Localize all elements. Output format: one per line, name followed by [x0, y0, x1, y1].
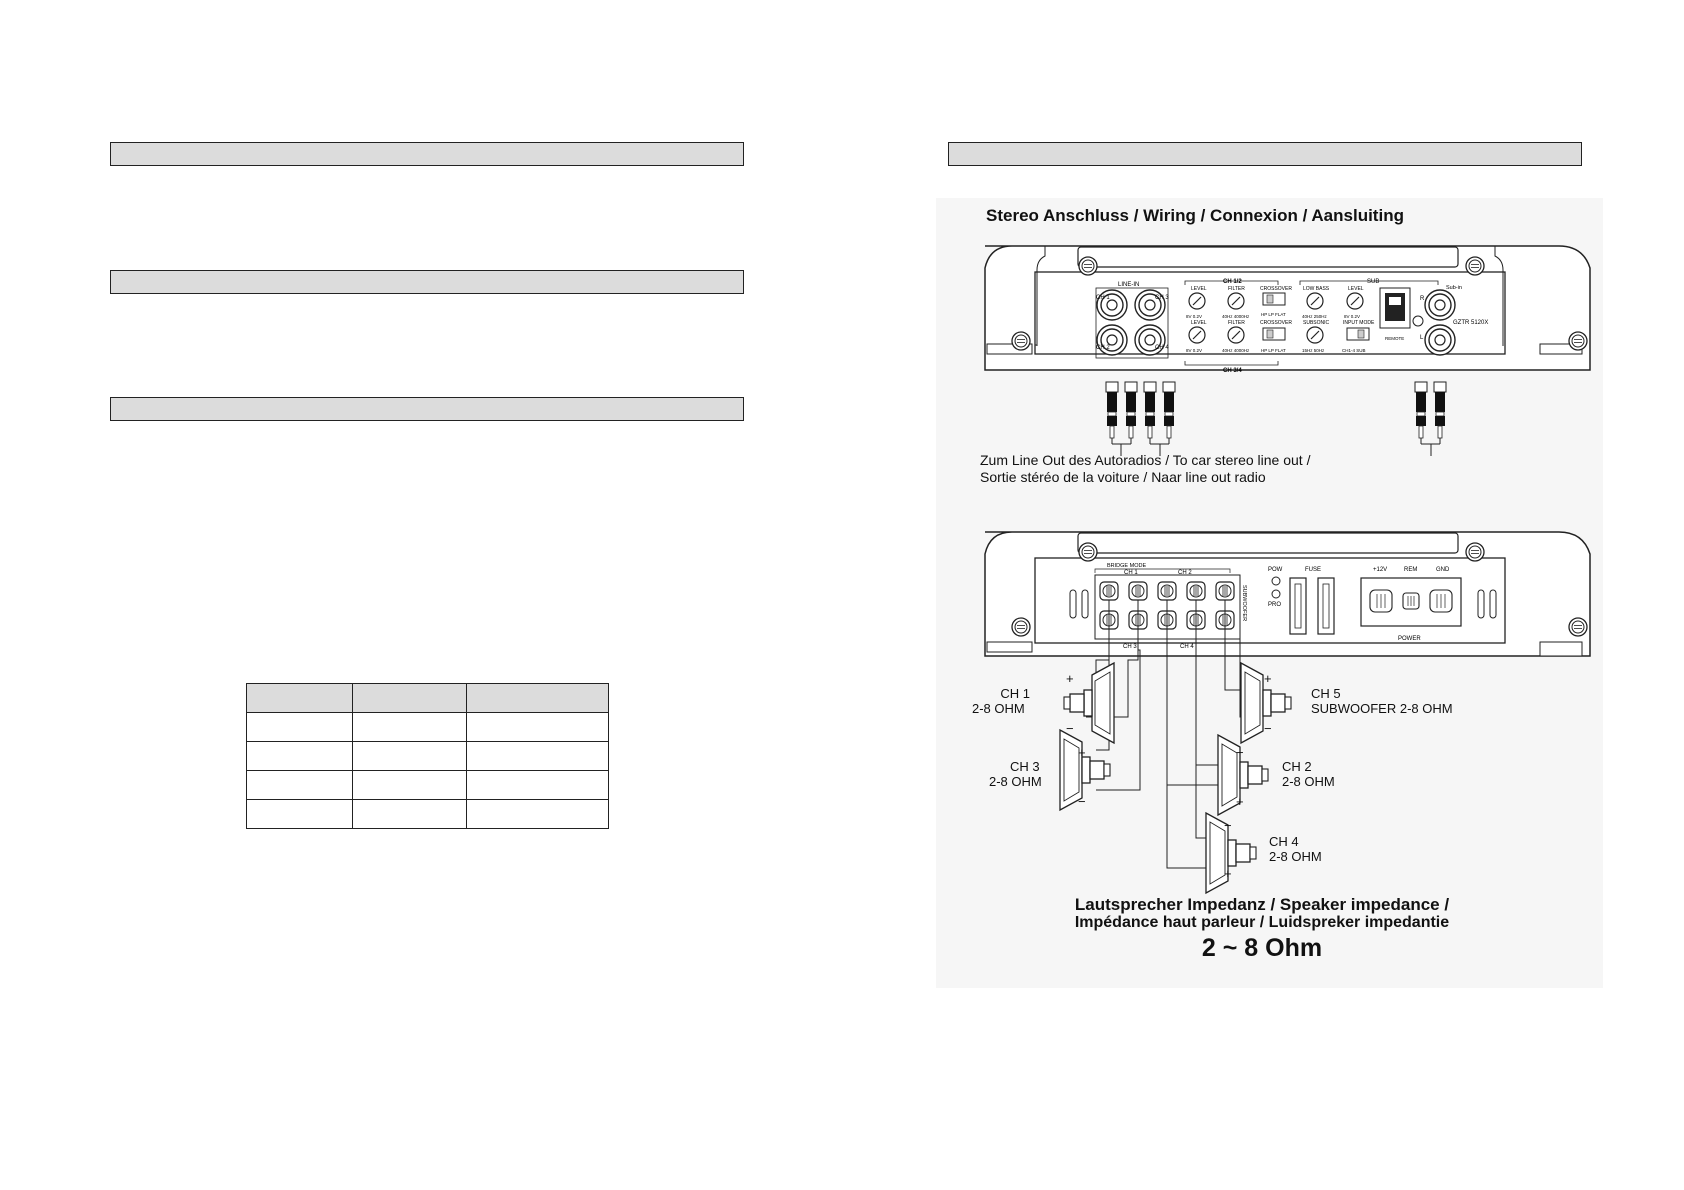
- amplifier-input-panel: [985, 246, 1590, 374]
- label-level: LEVEL: [1191, 320, 1207, 326]
- caption-line: Zum Line Out des Autoradios / To car stereo line out /: [980, 452, 1311, 468]
- impedance-footer-line-2: Impédance haut parleur / Luidspreker impedantie: [1074, 914, 1450, 931]
- label-ch2: CH 2: [1096, 345, 1110, 351]
- label-subsonic: SUBSONIC: [1303, 320, 1330, 326]
- svg-text:−: −: [1078, 794, 1086, 809]
- label-crossover: CROSSOVER: [1260, 286, 1292, 292]
- svg-text:−: −: [1224, 818, 1232, 833]
- label-rem: REM: [1404, 567, 1418, 573]
- label-input-mode: INPUT MODE: [1343, 320, 1375, 326]
- label-gnd: GND: [1436, 567, 1450, 573]
- speaker-label-ch4-ohm: 2-8 OHM: [1269, 849, 1322, 864]
- label-filter: FILTER: [1228, 320, 1245, 326]
- label-range: CH1-4 SUB: [1342, 348, 1366, 353]
- label-ch4: CH 4: [1180, 644, 1194, 650]
- speaker-label-ch3: CH 3: [1010, 759, 1040, 774]
- label-bass: LOW BASS: [1303, 286, 1330, 292]
- label-plus12v: +12V: [1373, 567, 1388, 573]
- label-subwoofer: SUBWOOFER: [1241, 585, 1247, 622]
- svg-text:−: −: [1264, 721, 1272, 736]
- label-range: 8V 0.2V: [1344, 314, 1361, 319]
- speaker-label-ch3-ohm: 2-8 OHM: [989, 774, 1042, 789]
- label-range: 40Hz 4000Hz: [1222, 314, 1250, 319]
- label-r: R: [1420, 296, 1425, 302]
- label-range: 8V 0.2V: [1186, 314, 1203, 319]
- rca-plugs: [1106, 382, 1446, 456]
- label-filter: FILTER: [1228, 286, 1245, 292]
- line-out-caption: [980, 452, 1310, 486]
- svg-text:+: +: [1236, 794, 1244, 809]
- caption-line: Sortie stéréo de la voiture / Naar line out radio: [980, 469, 1266, 485]
- label-level: LEVEL: [1191, 286, 1207, 292]
- svg-text:+: +: [1066, 671, 1074, 686]
- label-hp-lp-flat: HP LP FLAT: [1261, 312, 1286, 317]
- amplifier-output-panel: [985, 532, 1590, 656]
- label-ch3: CH 3: [1155, 295, 1169, 301]
- label-pow: POW: [1268, 567, 1283, 573]
- label-ch34: CH 3/4: [1223, 368, 1242, 374]
- label-range: 15Hz 50Hz: [1302, 348, 1325, 353]
- label-ch3: CH 3: [1123, 644, 1137, 650]
- label-l: L: [1420, 335, 1424, 341]
- label-range: 8V 0.2V: [1186, 348, 1203, 353]
- label-sub-in: Sub-in: [1446, 285, 1462, 291]
- label-sub: SUB: [1367, 279, 1380, 285]
- label-ch1: CH 1: [1096, 295, 1110, 301]
- speaker-name: CH 1: [1000, 686, 1030, 701]
- label-fuse: FUSE: [1305, 567, 1322, 573]
- label-power: POWER: [1398, 636, 1421, 642]
- label-ch1: CH 1: [1124, 570, 1138, 576]
- label-crossover: CROSSOVER: [1260, 320, 1292, 326]
- speaker-label-ch2-ohm: 2-8 OHM: [1282, 774, 1335, 789]
- speaker-label-ch1: [1000, 686, 1030, 701]
- label-hp-lp-flat: HP LP FLAT: [1261, 348, 1286, 353]
- stereo-wiring-title: Stereo Anschluss / Wiring / Connexion / Aansluiting: [986, 206, 1404, 225]
- label-bridge-mode: BRIDGE MODE: [1107, 563, 1147, 569]
- svg-text:−: −: [1236, 745, 1244, 760]
- label-pro: PRO: [1268, 602, 1282, 608]
- label-ch4: CH 4: [1155, 345, 1169, 351]
- label-remote: REMOTE: [1385, 336, 1405, 341]
- label-ch12: CH 1/2: [1223, 279, 1242, 285]
- rca-jack-sub-right: [1425, 290, 1455, 320]
- label-range: 40Hz 4000Hz: [1222, 348, 1250, 353]
- speaker-label-ch5-ohm: SUBWOOFER 2-8 OHM: [1311, 701, 1453, 716]
- impedance-footer-line-1: Lautsprecher Impedanz / Speaker impedance /: [1074, 895, 1450, 914]
- speaker-label-ch5: CH 5: [1311, 686, 1341, 701]
- speaker-label-ch4: CH 4: [1269, 834, 1299, 849]
- label-range: 40Hz 250Hz: [1302, 314, 1327, 319]
- svg-text:−: −: [1066, 721, 1074, 736]
- speaker-icons: [1060, 663, 1291, 893]
- svg-text:+: +: [1224, 866, 1232, 881]
- speaker-label-ch1-ohm: 2-8 OHM: [972, 701, 1025, 716]
- speaker-label-ch2: CH 2: [1282, 759, 1312, 774]
- label-level: LEVEL: [1348, 286, 1364, 292]
- rca-jack-sub-left: [1425, 325, 1455, 355]
- label-model: GZTR 5120X: [1453, 320, 1489, 326]
- svg-text:+: +: [1078, 745, 1086, 760]
- impedance-value: 2 ~ 8 Ohm: [1201, 934, 1323, 962]
- label-line-in: LINE-IN: [1118, 282, 1140, 288]
- label-ch2: CH 2: [1178, 570, 1192, 576]
- svg-text:+: +: [1264, 671, 1272, 686]
